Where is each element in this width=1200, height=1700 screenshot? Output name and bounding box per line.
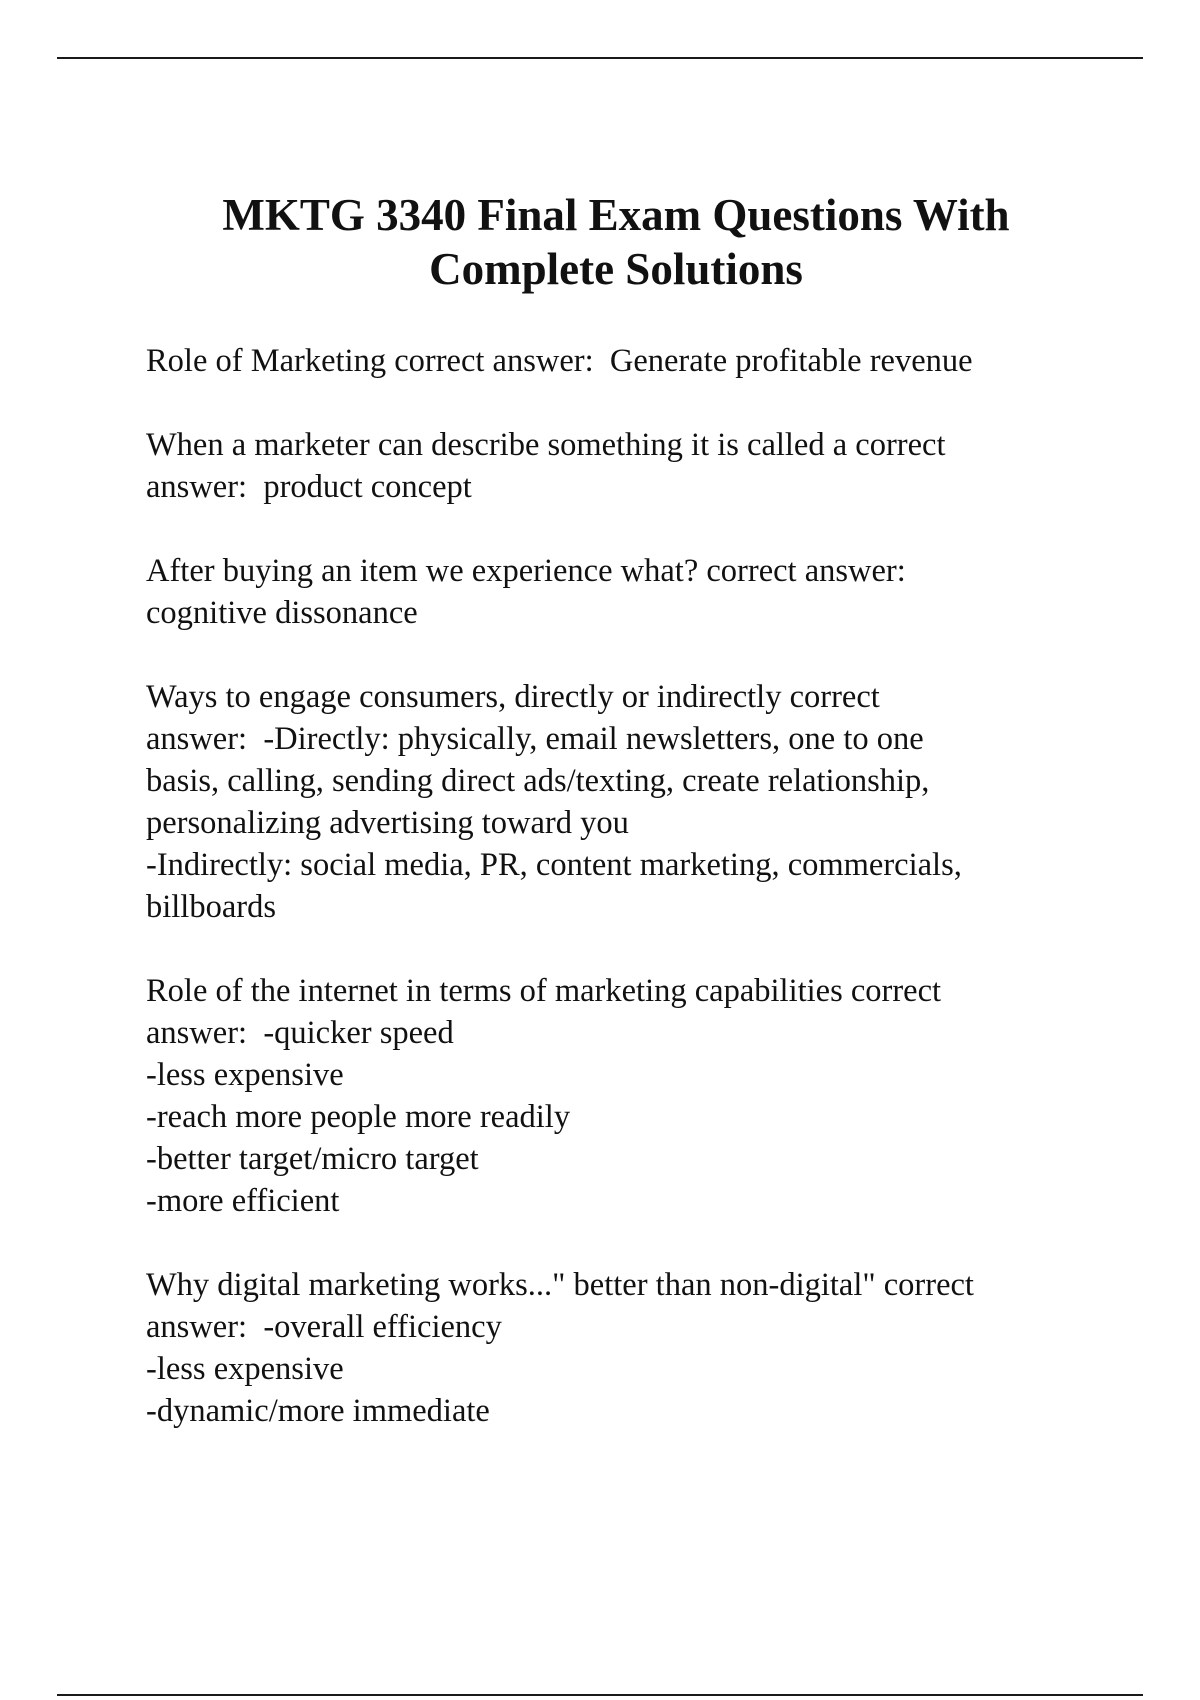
document-title-line: Complete Solutions (429, 244, 803, 294)
qa-line: -less expensive (146, 1057, 344, 1093)
qa-item (146, 676, 1086, 928)
document-title-line: MKTG 3340 Final Exam Questions With (222, 190, 1010, 240)
qa-line: answer: product concept (146, 469, 472, 505)
qa-item (146, 340, 1086, 382)
qa-line: answer: -quicker speed (146, 1015, 454, 1051)
qa-line: Role of Marketing correct answer: Generate profitable revenue (146, 343, 973, 379)
qa-line: -dynamic/more immediate (146, 1393, 490, 1429)
header-rule (57, 57, 1143, 59)
footer-rule (57, 1694, 1143, 1696)
qa-line: answer: -overall efficiency (146, 1309, 502, 1345)
qa-line: personalizing advertising toward you (146, 805, 629, 841)
qa-item (146, 970, 1086, 1222)
qa-line: -reach more people more readily (146, 1099, 571, 1135)
qa-line: -better target/micro target (146, 1141, 479, 1177)
qa-line: answer: -Directly: physically, email newsletters, one to one (146, 721, 924, 757)
qa-line: Why digital marketing works..." better than non-digital" correct (146, 1267, 974, 1303)
qa-line: When a marketer can describe something it is called a correct (146, 427, 946, 463)
qa-line: cognitive dissonance (146, 595, 418, 631)
qa-line: After buying an item we experience what? correct answer: (146, 553, 906, 589)
qa-list (146, 340, 1086, 1474)
qa-item (146, 424, 1086, 508)
qa-line: Ways to engage consumers, directly or indirectly correct (146, 679, 880, 715)
qa-line: billboards (146, 889, 276, 925)
qa-line: -Indirectly: social media, PR, content marketing, commercials, (146, 847, 962, 883)
qa-line: -less expensive (146, 1351, 344, 1387)
qa-item (146, 1264, 1086, 1432)
qa-item (146, 550, 1086, 634)
qa-line: Role of the internet in terms of marketing capabilities correct (146, 973, 942, 1009)
qa-line: -more efficient (146, 1183, 340, 1219)
qa-line: basis, calling, sending direct ads/texting, create relationship, (146, 763, 930, 799)
document-title (146, 188, 1086, 296)
